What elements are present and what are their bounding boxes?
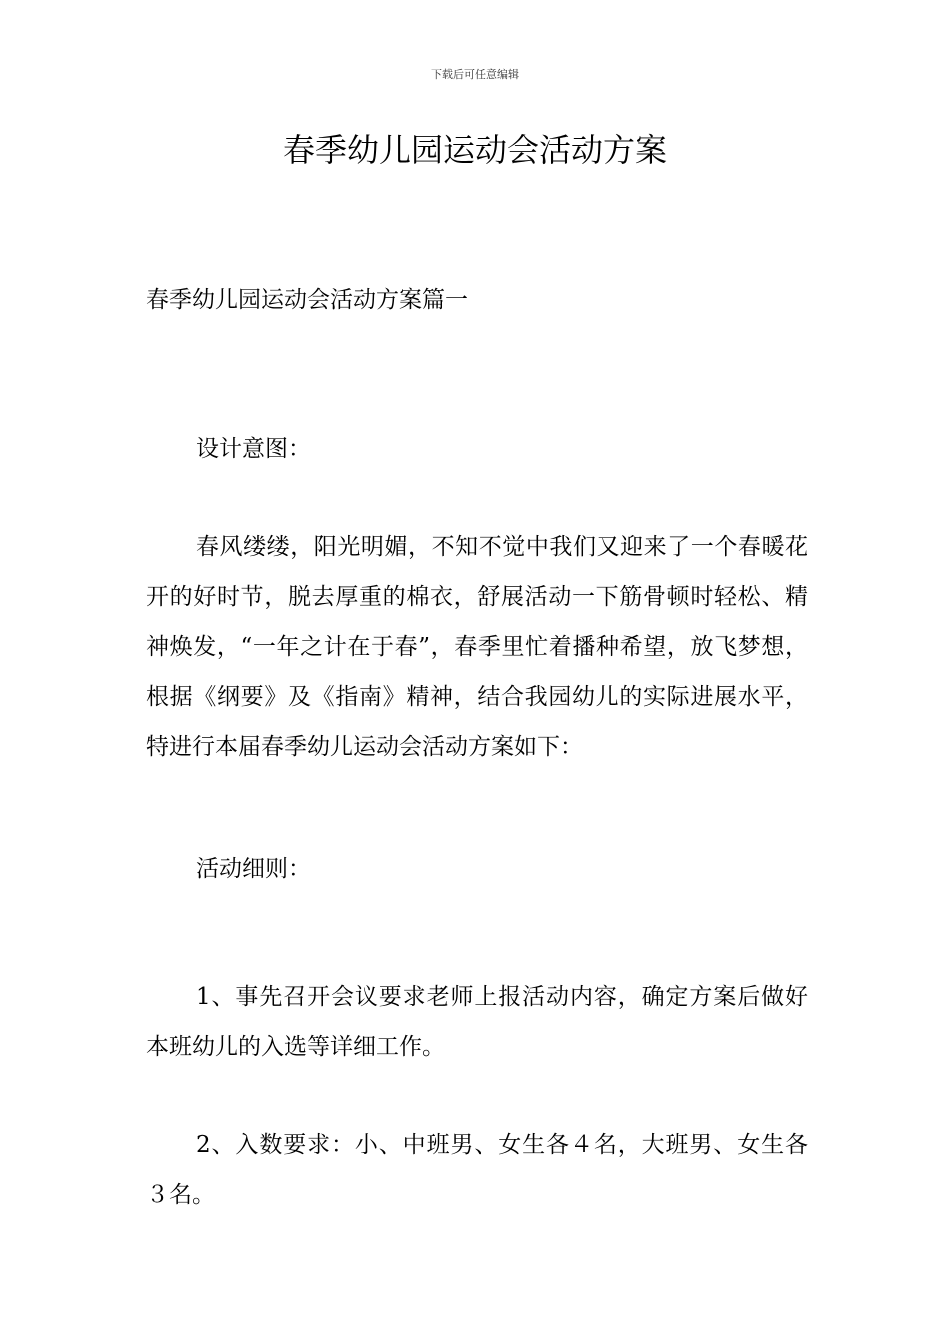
design-intent-label: 设计意图：	[196, 436, 311, 462]
rule-item-2: 2、入数要求：小、中班男、女生各４名，大班男、女生各３名。	[146, 1132, 808, 1208]
header-note: 下载后可任意编辑	[431, 68, 519, 81]
design-intent-paragraph: 春风缕缕，阳光明媚，不知不觉中我们又迎来了一个春暖花开的好时节，脱去厚重的棉衣，舒展活动一下筋骨顿时轻松、精神焕发，“一年之计在于春”，春季里忙着播种希望，放飞梦想，根据《纲要》及《指南》精神，结合我园幼儿的实际进展水平，特进行本届春季幼儿运动会活动方案如下：	[146, 534, 808, 760]
document-title: 春季幼儿园运动会活动方案	[282, 131, 667, 169]
document-subtitle: 春季幼儿园运动会活动方案篇一	[146, 287, 468, 313]
activity-rules-label: 活动细则：	[196, 856, 311, 882]
rule-item-1: 1、事先召开会议要求老师上报活动内容，确定方案后做好本班幼儿的入选等详细工作。	[146, 984, 808, 1060]
